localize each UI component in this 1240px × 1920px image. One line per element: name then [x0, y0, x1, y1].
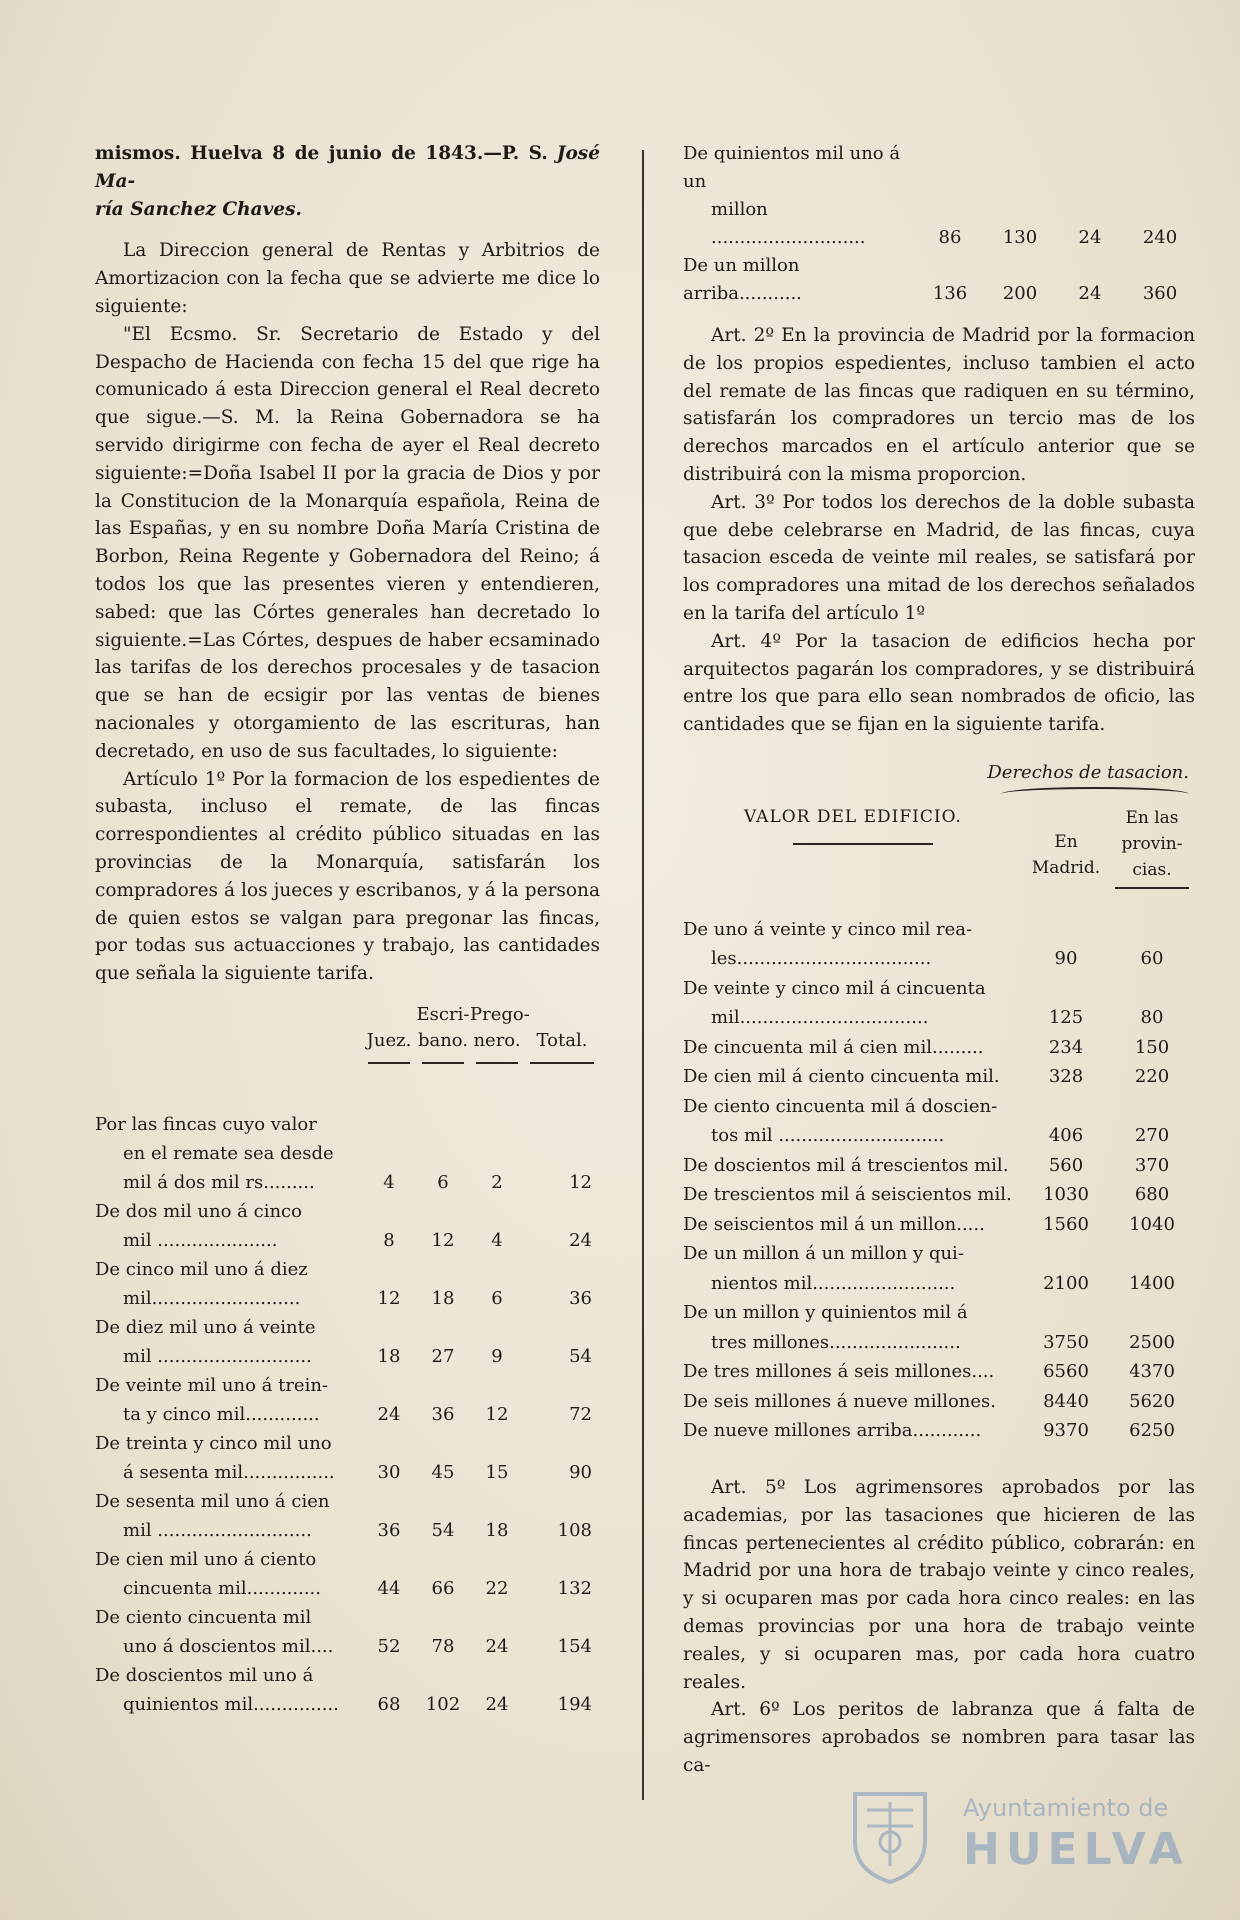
row-label-line1: De veinte mil uno á trein-	[95, 1374, 329, 1396]
table-row	[683, 1092, 1195, 1151]
table-row	[95, 1110, 600, 1197]
cell-escribano: 54	[431, 1519, 455, 1541]
cell-madrid: 90	[1054, 948, 1078, 970]
col-escribano: Escri- bano.	[416, 1002, 470, 1066]
row-label	[683, 1180, 1023, 1210]
cell-madrid: 1030	[1043, 1184, 1089, 1206]
table-row	[683, 1151, 1195, 1181]
table-row	[683, 1357, 1195, 1387]
fees-table-continued	[683, 140, 1195, 308]
tasacion-caption: Derechos de tasacion.	[987, 761, 1189, 783]
cell-pregonero: 6	[491, 1287, 503, 1309]
cell-madrid: 1560	[1043, 1213, 1089, 1235]
article-5: Art. 5º Los agrimensores aprobados por las academias, por las tasaciones que hicieren de las fincas pertenecientes al crédito público, cobrarán: en Madrid por una hora de trabajo veinte y cinco reales, y si ocuparen mas por cada hora cinco reales: en las demas provincias por una hora de trabajo veinte reales, y si ocuparen mas, por cada hora cuatro reales.	[683, 1476, 1195, 1693]
left-column	[95, 140, 600, 1719]
row-label	[683, 1298, 1023, 1357]
col-valor-edificio: VALOR DEL EDIFICIO.	[683, 801, 1023, 893]
cell-provincias: 270	[1134, 1125, 1170, 1147]
cell-pregonero: 4	[491, 1229, 503, 1251]
paragraph-3: Artículo 1º Por la formacion de los espedientes de subasta, incluso el remate, de las fincas correspondientes al crédito público situadas en las provincias de la Monarquía, satisfarán los compradores á los jueces y escribanos, y á la persona de quien estos se valgan para pregonar las fincas, por todas sus actuacciones y trabajo, las cantidades que señala la siguiente tarifa.	[95, 768, 600, 985]
fees-table-body	[95, 1110, 600, 1719]
heading-name-b: ría Sanchez Chaves.	[95, 198, 302, 220]
cell-juez: 18	[377, 1345, 401, 1367]
cell-c: 24	[1078, 283, 1102, 304]
cell-provincias: 4370	[1129, 1361, 1175, 1383]
table-row	[683, 974, 1195, 1033]
row-label-line1: De sesenta mil uno á cien	[95, 1490, 330, 1512]
row-label	[683, 1062, 1023, 1092]
row-label-line2: millon ...........................	[711, 199, 866, 248]
row-label-line2: mil ...........................	[123, 1519, 312, 1541]
cell-juez: 8	[383, 1229, 395, 1251]
right-column	[683, 140, 1195, 1780]
row-label	[683, 140, 915, 252]
cell-pregonero: 24	[485, 1635, 509, 1657]
fees-table	[95, 1002, 600, 1719]
table-row	[683, 915, 1195, 974]
city-shield-icon	[845, 1786, 935, 1886]
cell-pregonero: 2	[491, 1171, 503, 1193]
table-row	[683, 1416, 1195, 1446]
row-label-line1: De cien mil á ciento cincuenta mil.	[683, 1066, 1000, 1088]
row-label-line1: De cien mil uno á ciento	[95, 1548, 317, 1570]
table-row	[95, 1197, 600, 1255]
row-label-line2: tos mil .............................	[711, 1125, 945, 1147]
row-label-line2: mil.................................	[711, 1007, 929, 1029]
row-label-line1: De ciento cincuenta mil á doscien-	[683, 1095, 998, 1117]
heading-name-a: José Ma-	[95, 143, 600, 192]
column-divider	[642, 150, 644, 1800]
table-row	[95, 1603, 600, 1661]
row-label-line1: De diez mil uno á veinte	[95, 1316, 316, 1338]
tasacion-table-body	[683, 915, 1195, 1446]
cell-escribano: 12	[431, 1229, 455, 1251]
row-label-line1: De nueve millones arriba............	[683, 1420, 982, 1442]
cell-b: 130	[1002, 227, 1038, 248]
cell-madrid: 560	[1048, 1154, 1084, 1176]
row-label-line1: De doscientos mil uno á	[95, 1664, 314, 1686]
table-row	[683, 1062, 1195, 1092]
row-label-line1: De doscientos mil á trescientos mil.	[683, 1154, 1009, 1176]
cell-pregonero: 22	[485, 1577, 509, 1599]
cell-escribano: 18	[431, 1287, 455, 1309]
article-3: Art. 3º Por todos los derechos de la doble subasta que debe celebrarse en Madrid, de las fincas, cuya tasacion esceda de veinte mil reales, se satisfará por los compradores una mitad de los derechos señalados en la tarifa del artículo 1º	[683, 491, 1195, 624]
row-label	[683, 252, 915, 308]
row-label	[95, 1197, 362, 1255]
row-label	[683, 915, 1023, 974]
cell-escribano: 27	[431, 1345, 455, 1367]
table-row	[95, 1313, 600, 1371]
cell-escribano: 6	[437, 1171, 449, 1193]
cell-provincias: 80	[1140, 1007, 1164, 1029]
heading-line	[95, 140, 600, 223]
table-row	[683, 1180, 1195, 1210]
row-label-line1: De trescientos mil á seiscientos mil.	[683, 1184, 1012, 1206]
cell-juez: 24	[377, 1403, 401, 1425]
row-label	[95, 1313, 362, 1371]
article-4: Art. 4º Por la tasacion de edificios hecha por arquitectos pagarán los compradores, y se distribuirá entre los que para ello sean nombrados de oficio, las cantidades que se fijan en la siguiente tarifa.	[683, 630, 1195, 736]
cell-escribano: 36	[431, 1403, 455, 1425]
cell-total: 54	[569, 1345, 592, 1367]
row-label-line1: De treinta y cinco mil uno	[95, 1432, 332, 1454]
cell-escribano: 78	[431, 1635, 455, 1657]
row-label-line1: De un millon á un millon y qui-	[683, 1243, 964, 1265]
tasacion-table-header	[683, 801, 1195, 893]
cell-juez: 30	[377, 1461, 401, 1483]
article-6: Art. 6º Los peritos de labranza que á falta de agrimensores aprobados se nombren para tasar las ca-	[683, 1699, 1195, 1776]
row-label-line2: les..................................	[711, 948, 932, 970]
paragraph-2: "El Ecsmo. Sr. Secretario de Estado y del Despacho de Hacienda con fecha 15 del que rige ha comunicado á esta Direccion general el Real decreto que sigue.—S. M. la Reina Gobernadora se ha servido dirigirme con fecha de ayer el Real decreto siguiente:=Doña Isabel II por la gracia de Dios y por la Constitucion de la Monarquía española, Reina de las Españas, y en su nombre Doña María Cristina de Borbon, Reina Regente y Gobernadora del Reino; á todos los que las presentes vieren y entendieren, sabed: que las Córtes generales han decretado lo siguiente.=Las Córtes, despues de haber ecsaminado las tarifas de los derechos procesales y de tasacion que se han de ecsigir por las ventas de bienes nacionales y otorgamiento de las escrituras, han decretado, en uso de sus facultades, lo siguiente:	[95, 323, 600, 762]
row-label	[95, 1429, 362, 1487]
cell-provincias: 370	[1134, 1154, 1170, 1176]
row-label-line2: mil ...........................	[123, 1345, 312, 1367]
row-label-line1: De quinientos mil uno á un	[683, 143, 901, 192]
cell-escribano: 102	[425, 1693, 461, 1715]
table-row	[95, 1371, 600, 1429]
cell-juez: 44	[377, 1577, 401, 1599]
row-label	[95, 1487, 362, 1545]
table-row	[95, 1545, 600, 1603]
row-label	[95, 1661, 362, 1719]
cell-provincias: 5620	[1129, 1390, 1175, 1412]
row-label-line2: cincuenta mil.............	[123, 1577, 321, 1599]
cell-escribano: 66	[431, 1577, 455, 1599]
cell-total: 132	[557, 1577, 592, 1599]
row-label	[95, 1603, 362, 1661]
row-label-line1: Por las fincas cuyo valor	[95, 1113, 317, 1135]
article-2: Art. 2º En la provincia de Madrid por la formacion de los propios espedientes, incluso tambien el acto del remate de las fincas que radiquen en su término, satisfarán los compradores un tercio mas de los derechos marcados en el artículo anterior que se distribuirá con la misma proporcion.	[683, 325, 1195, 485]
cell-juez: 4	[383, 1171, 395, 1193]
cell-madrid: 234	[1048, 1036, 1084, 1058]
cell-provincias: 150	[1134, 1036, 1170, 1058]
row-label-line1: De tres millones á seis millones....	[683, 1361, 995, 1383]
cell-juez: 52	[377, 1635, 401, 1657]
table-row	[683, 1033, 1195, 1063]
table-row	[683, 140, 1195, 252]
row-label-line1: De un millon y quinientos mil á	[683, 1302, 968, 1324]
row-label	[95, 1545, 362, 1603]
watermark-line1: Ayuntamiento de	[963, 1794, 1169, 1822]
col-total: Total.	[524, 1002, 600, 1066]
row-label	[683, 1210, 1023, 1240]
cell-pregonero: 15	[485, 1461, 509, 1483]
watermark-line2: HUELVA	[963, 1824, 1189, 1875]
cell-provincias: 60	[1140, 948, 1164, 970]
table-row	[95, 1487, 600, 1545]
cell-madrid: 9370	[1043, 1420, 1089, 1442]
cell-total: 72	[569, 1403, 592, 1425]
cell-total: 24	[569, 1229, 592, 1251]
cell-madrid: 3750	[1043, 1331, 1089, 1353]
row-label	[683, 974, 1023, 1033]
row-label-line2: mil á dos mil rs.........	[123, 1171, 315, 1193]
row-label-line2: mil .....................	[123, 1229, 278, 1251]
table-row	[683, 252, 1195, 308]
cell-madrid: 8440	[1043, 1390, 1089, 1412]
cell-pregonero: 9	[491, 1345, 503, 1367]
heading-prefix: mismos. Huelva 8 de junio de 1843.—P. S.	[95, 143, 548, 164]
row-label-line1: De cincuenta mil á cien mil.........	[683, 1036, 984, 1058]
cell-b: 200	[1002, 283, 1038, 304]
cell-c: 24	[1078, 227, 1102, 248]
cell-madrid: 2100	[1043, 1272, 1089, 1294]
table-row	[95, 1661, 600, 1719]
table-row	[683, 1387, 1195, 1417]
row-label-line2: quinientos mil...............	[123, 1693, 339, 1715]
cell-provincias: 6250	[1129, 1420, 1175, 1442]
row-label	[683, 1033, 1023, 1063]
row-label-line1: De seiscientos mil á un millon.....	[683, 1213, 985, 1235]
cell-total: 90	[569, 1461, 592, 1483]
row-label-line2: uno á doscientos mil....	[123, 1635, 334, 1657]
row-label-line1b: en el remate sea desde	[123, 1142, 334, 1164]
col-juez: Juez.	[362, 1002, 416, 1066]
cell-total: 154	[557, 1635, 592, 1657]
cell-a: 136	[932, 283, 968, 304]
row-label-line1: De un millon arriba...........	[683, 255, 802, 304]
row-label-line2: nientos mil.........................	[711, 1272, 956, 1294]
cell-total: 36	[569, 1287, 592, 1309]
row-label-line2: mil..........................	[123, 1287, 301, 1309]
cell-pregonero: 18	[485, 1519, 509, 1541]
row-label	[683, 1416, 1023, 1446]
row-label	[95, 1110, 362, 1197]
row-label-line1: De dos mil uno á cinco	[95, 1200, 302, 1222]
cell-total: 108	[557, 1519, 592, 1541]
table-row	[683, 1298, 1195, 1357]
row-label	[95, 1255, 362, 1313]
cell-provincias: 1400	[1129, 1272, 1175, 1294]
cell-juez: 68	[377, 1693, 401, 1715]
fees-table-header	[95, 1002, 600, 1066]
row-label	[683, 1239, 1023, 1298]
archive-watermark	[845, 1780, 1189, 1890]
row-label	[95, 1371, 362, 1429]
cell-pregonero: 24	[485, 1693, 509, 1715]
row-label	[683, 1357, 1023, 1387]
row-label	[683, 1151, 1023, 1181]
caption-bracket	[1001, 787, 1189, 801]
table-row	[95, 1255, 600, 1313]
row-label-line1: De seis millones á nueve millones.	[683, 1390, 997, 1412]
paragraph-1: La Direccion general de Rentas y Arbitrios de Amortizacion con la fecha que se advierte me dice lo siguiente:	[95, 240, 600, 317]
cell-juez: 36	[377, 1519, 401, 1541]
col-madrid: En Madrid.	[1031, 831, 1101, 878]
cell-madrid: 6560	[1043, 1361, 1089, 1383]
cell-madrid: 328	[1048, 1066, 1084, 1088]
row-label-line1: De uno á veinte y cinco mil rea-	[683, 918, 973, 940]
cell-d: 360	[1142, 283, 1178, 304]
col-pregonero: Prego- nero.	[470, 1002, 524, 1066]
table-row	[683, 1239, 1195, 1298]
row-label-line1: De cinco mil uno á diez	[95, 1258, 308, 1280]
row-label-line1: De ciento cincuenta mil	[95, 1606, 312, 1628]
row-label	[683, 1092, 1023, 1151]
cell-provincias: 220	[1134, 1066, 1170, 1088]
table-row	[683, 1210, 1195, 1240]
col-provincias: En las provin- cias.	[1109, 801, 1195, 893]
row-label-line1: De veinte y cinco mil á cincuenta	[683, 977, 986, 999]
cell-escribano: 45	[431, 1461, 455, 1483]
row-label-line2: tres millones.......................	[711, 1331, 961, 1353]
cell-total: 12	[569, 1171, 592, 1193]
cell-provincias: 2500	[1129, 1331, 1175, 1353]
cell-total: 194	[557, 1693, 592, 1715]
row-label	[683, 1387, 1023, 1417]
cell-provincias: 680	[1134, 1184, 1170, 1206]
cell-juez: 12	[377, 1287, 401, 1309]
cell-madrid: 406	[1048, 1125, 1084, 1147]
row-label-line2: ta y cinco mil.............	[123, 1403, 320, 1425]
cell-provincias: 1040	[1129, 1213, 1175, 1235]
cell-pregonero: 12	[485, 1403, 509, 1425]
row-label-line2: á sesenta mil................	[123, 1461, 335, 1483]
table-row	[95, 1429, 600, 1487]
cell-d: 240	[1142, 227, 1178, 248]
cell-a: 86	[938, 227, 962, 248]
cell-madrid: 125	[1048, 1007, 1084, 1029]
